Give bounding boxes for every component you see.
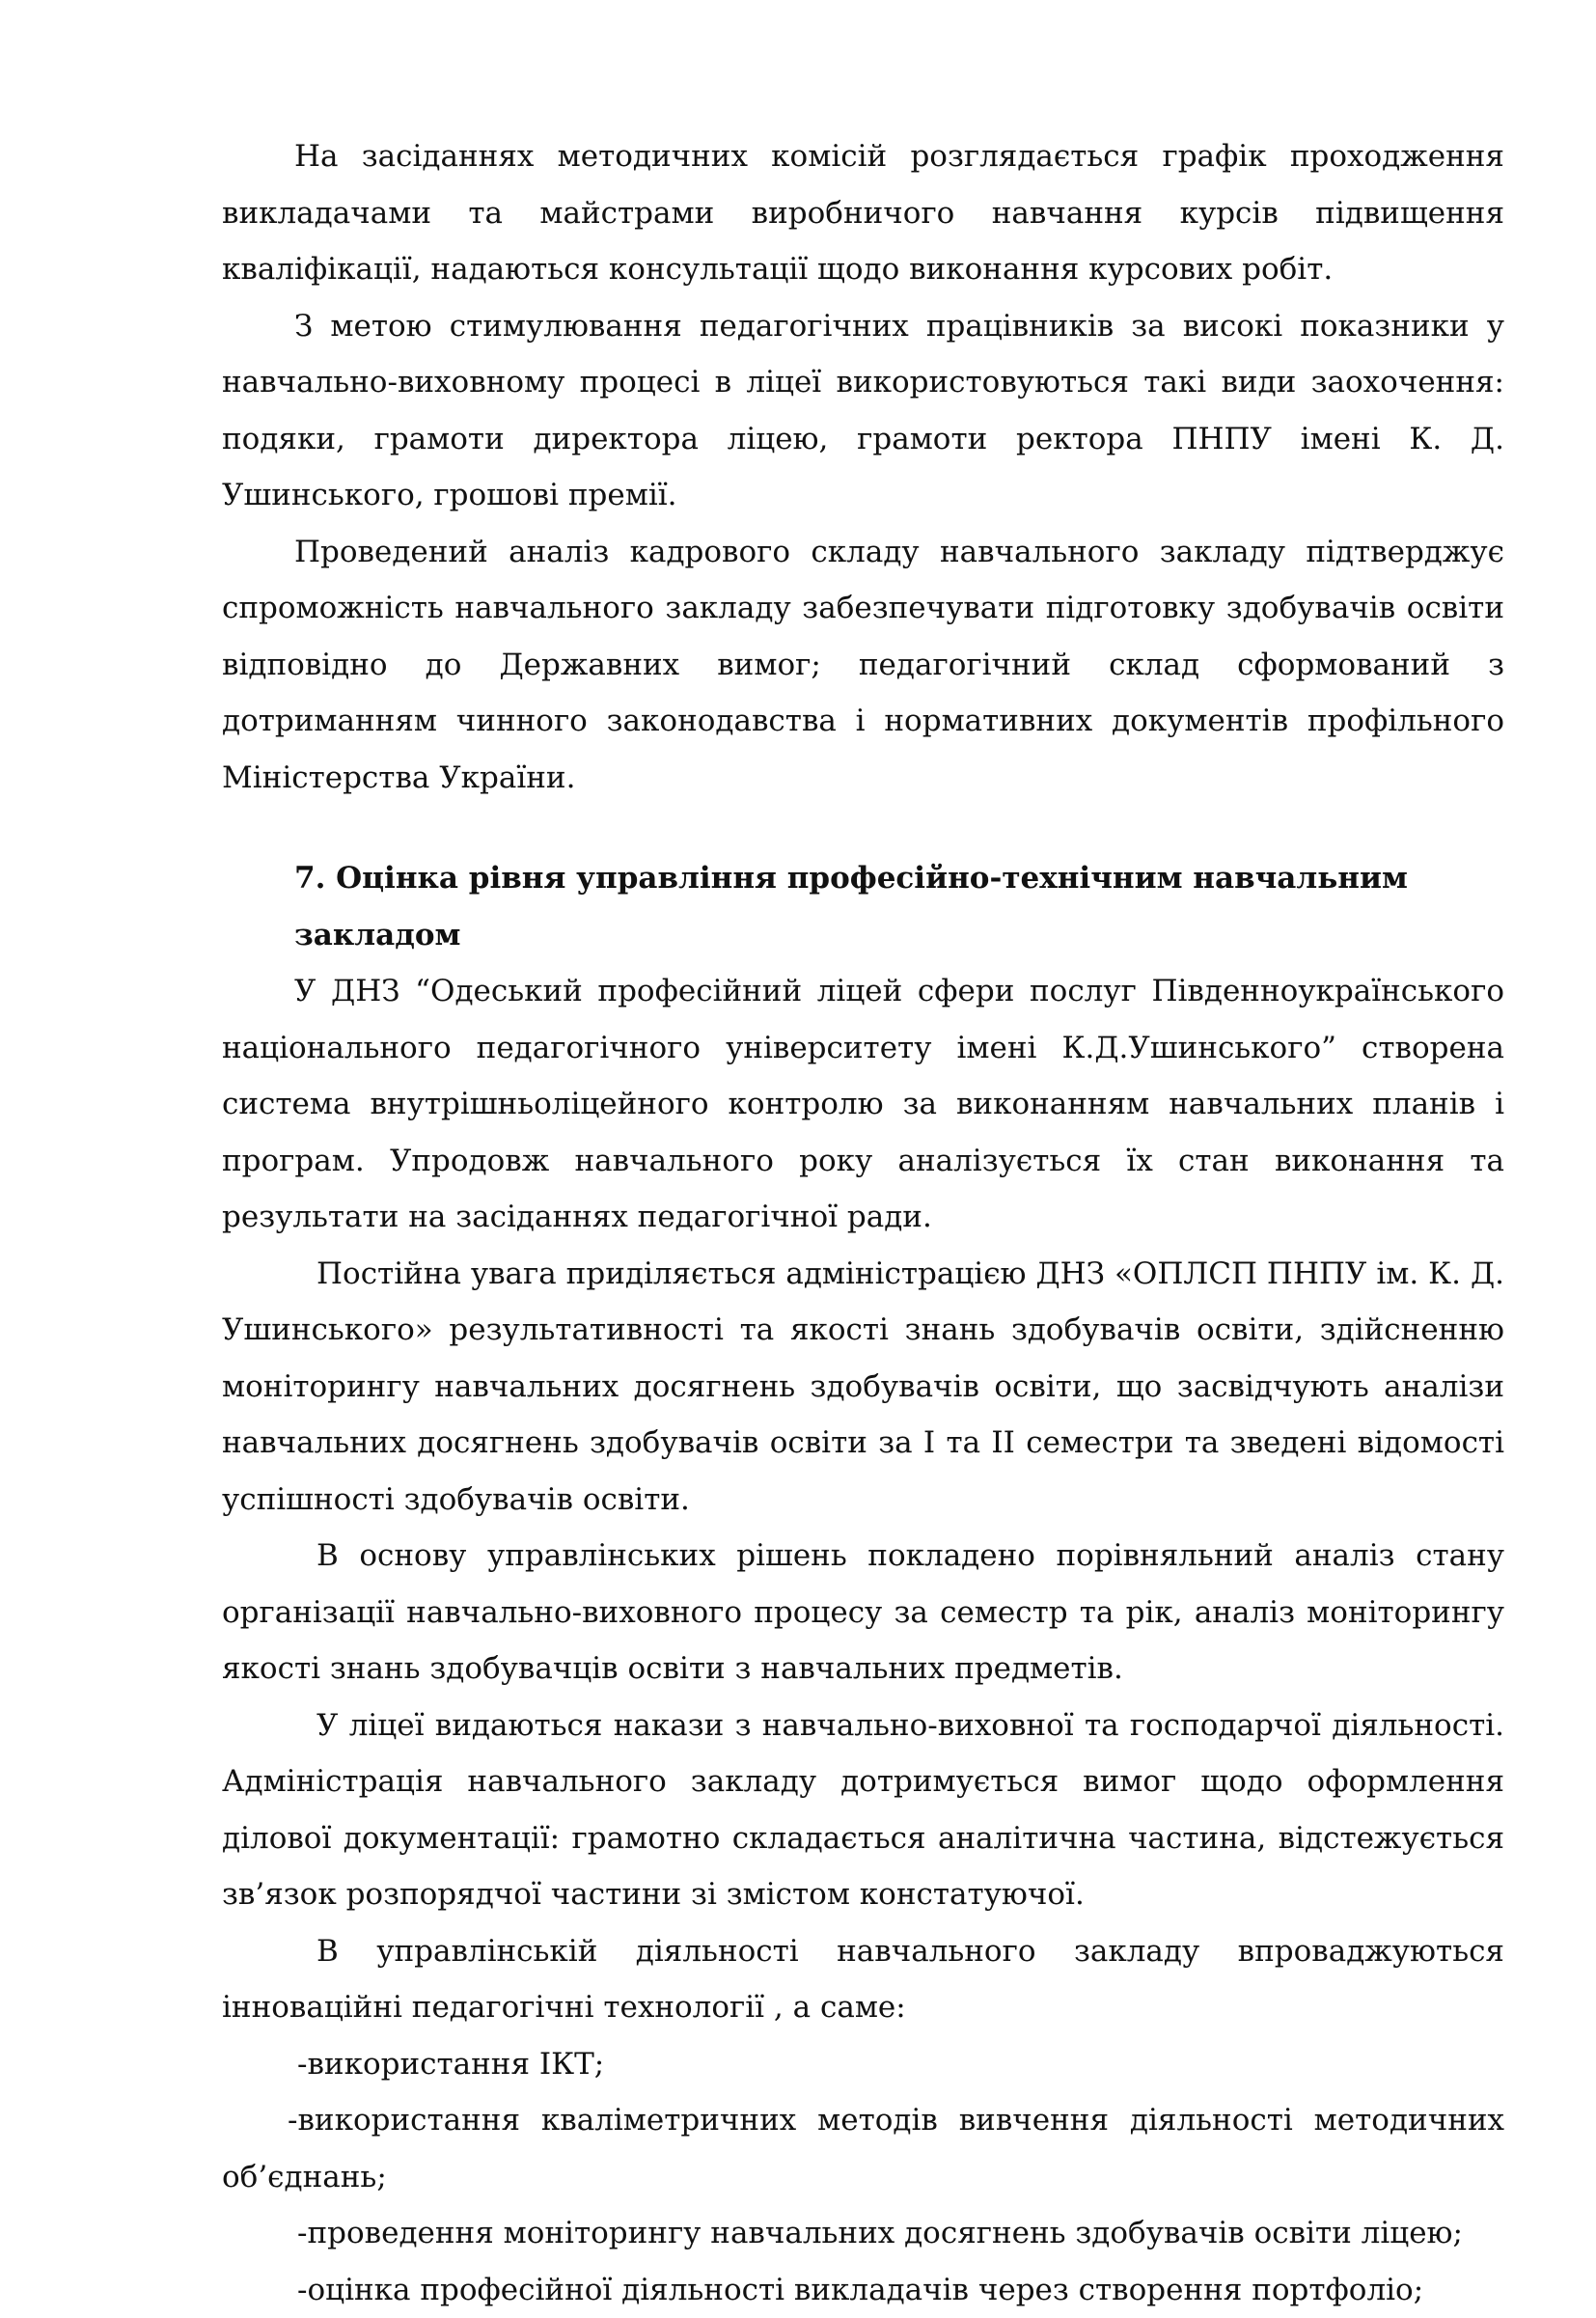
paragraph-management-decisions: В основу управлінських рішень покладено порівняльний аналіз стану організації навчально-виховного процесу за семестр та рік, аналіз моніторингу якості знань здобувачців освіти з навчальних предметів. (222, 1528, 1504, 1697)
section-heading: 7. Оцінка рівня управління професійно-технічним навчальним закладом (222, 850, 1504, 963)
list-item-monitoring: -проведення моніторингу навчальних досягнень здобувачів освіти ліцею; (222, 2205, 1504, 2262)
paragraph-innovations: В управлінській діяльності навчального закладу впроваджуються інноваційні педагогічні технології , а саме: (222, 1923, 1504, 2036)
paragraph-internal-control: У ДНЗ “Одеський професійний ліцей сфери послуг Південноукраїнського національного педагогічного університету імені К.Д.Ушинського” створена система внутрішньоліцейного контролю за виконанням навчальних планів і програм. Упродовж навчального року аналізується їх стан виконання та результати на засіданнях педагогічної ради. (222, 963, 1504, 1246)
paragraph-orders: У ліцеї видаються накази з навчально-виховної та господарчої діяльності. Адміністрація навчального закладу дотримується вимог щодо оформлення ділової документації: грамотно складається аналітична частина, відстежується зв’язок розпорядчої частини зі змістом констатуючої. (222, 1697, 1504, 1923)
list-item-ict: -використання ІКТ; (222, 2036, 1504, 2093)
list-item-qualimetric: -використання кваліметричних методів вивчення діяльності методичних об’єднань; (222, 2092, 1504, 2205)
paragraph-administration-attention: Постійна увага приділяється адміністрацією ДНЗ «ОПЛСП ПНПУ ім. К. Д. Ушинського» результативності та якості знань здобувачів освіти, здійсненню моніторингу навчальних досягнень здобувачів освіти, що засвідчують аналізи навчальних досягнень здобувачів освіти за І та ІІ семестри та зведені відомості успішності здобувачів освіти. (222, 1246, 1504, 1529)
section-spacer (222, 806, 1504, 850)
paragraph-staff-analysis: Проведений аналіз кадрового складу навчального закладу підтверджує спроможність навчального закладу забезпечувати підготовку здобувачів освіти відповідно до Державних вимог; педагогічний склад сформований з дотриманням чинного законодавства і нормативних документів профільного Міністерства України. (222, 524, 1504, 807)
paragraph-methodical-commissions: На засіданнях методичних комісій розглядається графік проходження викладачами та майстрами виробничого навчання курсів підвищення кваліфікації, надаються консультації щодо виконання курсових робіт. (222, 128, 1504, 298)
list-item-portfolio: -оцінка професійної діяльності викладачів через створення портфоліо; (222, 2262, 1504, 2318)
paragraph-incentives: З метою стимулювання педагогічних працівників за високі показники у навчально-виховному процесі в ліцеї використовуються такі види заохочення: подяки, грамоти директора ліцею, грамоти ректора ПНПУ імені К. Д. Ушинського, грошові премії. (222, 298, 1504, 524)
